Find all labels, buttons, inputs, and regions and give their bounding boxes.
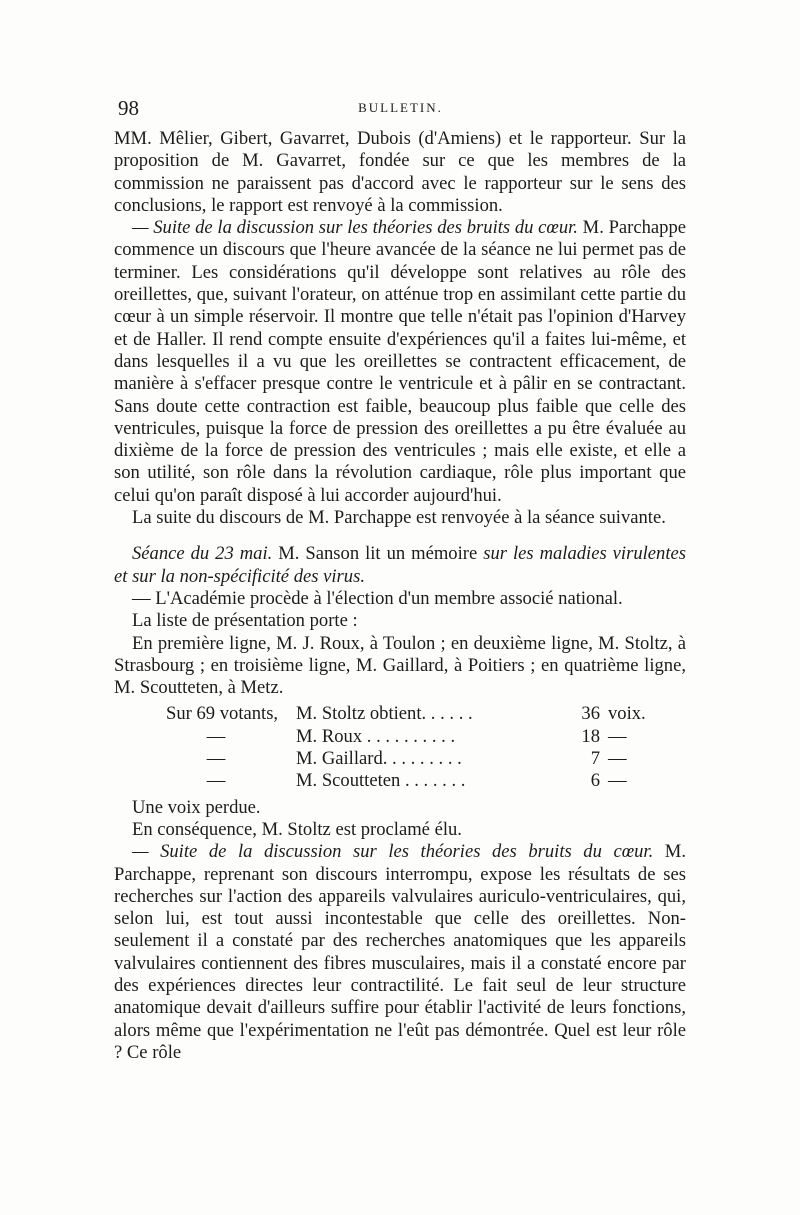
discussion-text-1: M. Parchappe commence un discours que l'heure avancée de la séance ne lui permet pas de terminer. Les considérations qu'il développe sont relatives au rôle des oreillettes, que, suivant l'orateur, on atténue trop en assimilant cette partie du cœur à un simple réservoir. Il montre que telle n'était pas l'opinion d'Harvey et de Haller. Il rend compte ensuite d'expériences qu'il a faites lui-même, et dans lesquelles il a vu que les oreillettes se contractent efficacement, de manière à s'effacer presque contre le ventricule et à pâlir en se contractant. Sans doute cette contraction est faible, beaucoup plus faible que celle des ventricules, puisque la force de pression des oreillettes a pu être évaluée au dixième de la force de pression des ventricules ; mais elle existe, et elle a son utilité, son rôle dans la révolution cardiaque, rôle plus important que celui qu'on paraît disposé à lui accorder aujourd'hui. xyxy=(114,217,686,506)
paragraph-election: — L'Académie procède à l'élection d'un membre associé national. xyxy=(132,587,623,609)
vote-unit: — xyxy=(608,725,627,747)
vote-prefix: — xyxy=(206,770,226,792)
vote-candidate: M. Stoltz obtient. . . . . . xyxy=(296,703,473,725)
vote-unit: — xyxy=(608,770,627,792)
paragraph-elu: En conséquence, M. Stoltz est proclamé élu. xyxy=(132,818,462,840)
vote-candidate: M. Roux . . . . . . . . . . xyxy=(296,725,456,747)
body-text xyxy=(114,128,686,1064)
page-header xyxy=(118,96,683,124)
paragraph-commission: MM. Mêlier, Gibert, Gavarret, Dubois (d'Amiens) et le rapporteur. Sur la proposition de M. Gavarret, fondée sur ce que les membres de la commission ne paraissent pas d'accord avec le rapporteur sur le sens des conclusions, le rapport est renvoyé à la commission. xyxy=(114,128,686,216)
seance-date: Séance du 23 mai. xyxy=(132,543,273,565)
discussion-text-2: M. Parchappe, reprenant son discours interrompu, expose les résultats de ses recherches sur l'action des appareils valvulaires auriculo-ventriculaires, qui, selon lui, est tout aussi incontestable que celle des oreillettes. Non-seulement il a constaté par des recherches anatomiques que les appareils valvulaires contiennent des fibres musculaires, mais il a constaté encore par des expériences directes leur contractilité. Le fait seul de leur structure anatomique devait d'ailleurs suffire pour établir l'activité de leurs fonctions, alors même que l'expérimentation ne l'eût pas démontrée. Quel est leur rôle ? Ce rôle xyxy=(114,841,686,1063)
page-number: 98 xyxy=(118,96,139,120)
vote-count: 6 xyxy=(590,770,600,792)
vote-row xyxy=(166,770,654,792)
vote-prefix: Sur 69 votants, xyxy=(166,703,279,725)
vote-count: 36 xyxy=(581,703,600,725)
vote-unit: voix. xyxy=(608,703,646,725)
memoire-title: sur les maladies virulentes et sur la non-spécificité des virus. xyxy=(114,543,686,587)
vote-prefix: — xyxy=(206,748,226,770)
paragraph-voix-perdue: Une voix perdue. xyxy=(132,796,261,818)
vote-row xyxy=(166,748,654,770)
seance-text: M. Sanson lit un mémoire xyxy=(272,543,484,565)
vote-row xyxy=(166,703,654,725)
vote-unit: — xyxy=(608,748,627,770)
running-title: BULLETIN. xyxy=(358,100,443,115)
vote-candidate: M. Gaillard. . . . . . . . . xyxy=(296,748,462,770)
paragraph-discussion-2 xyxy=(114,841,686,1064)
vote-prefix: — xyxy=(206,725,226,747)
vote-results xyxy=(166,703,654,792)
vote-row xyxy=(166,726,654,748)
vote-count: 18 xyxy=(581,725,600,747)
paragraph-liste: La liste de présentation porte : xyxy=(132,610,358,632)
vote-count: 7 xyxy=(590,748,600,770)
paragraph-candidates: En première ligne, M. J. Roux, à Toulon ; en deuxième ligne, M. Stoltz, à Strasbourg ; en troisième ligne, M. Gaillard, à Poitiers ; en quatrième ligne, M. Scoutteten, à Metz. xyxy=(114,632,686,699)
vote-candidate: M. Scoutteten . . . . . . . xyxy=(296,770,466,792)
discussion-heading-1: — Suite de la discussion sur les théories des bruits du cœur. xyxy=(132,217,578,239)
paragraph-suite: La suite du discours de M. Parchappe est renvoyée à la séance suivante. xyxy=(132,507,666,529)
paragraph-discussion-1 xyxy=(114,217,686,507)
discussion-heading-2: — Suite de la discussion sur les théories des bruits du cœur. xyxy=(132,841,654,863)
paragraph-seance xyxy=(114,543,686,588)
